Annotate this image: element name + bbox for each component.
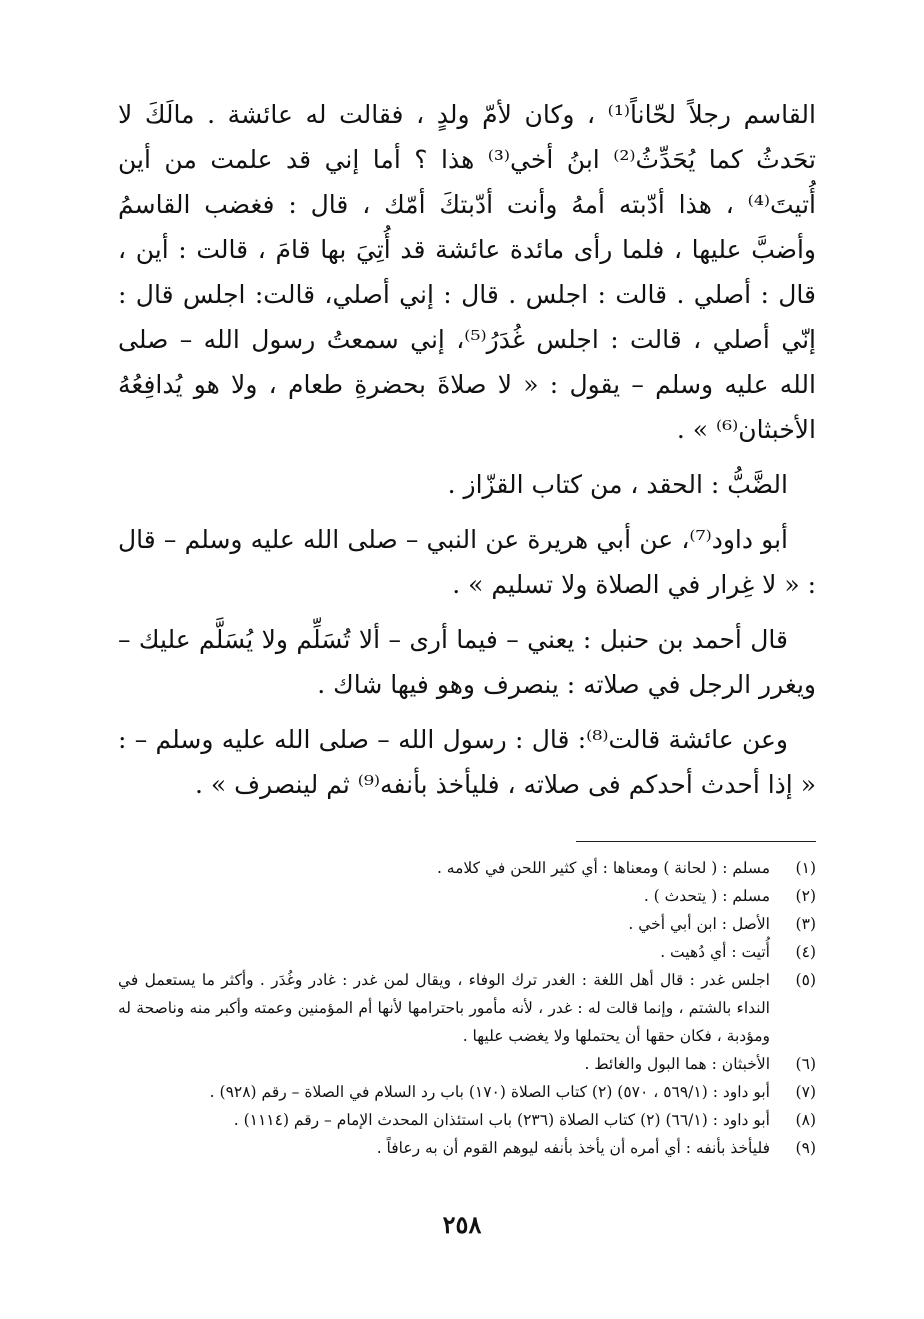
footnote-item [118,938,816,966]
footnote-number: (٤) [795,943,816,961]
footnote-text: مسلم : ( لحانة ) ومعناها : أي كثير اللحن في كلامه . [436,859,770,877]
footnote-number: (٣) [795,915,816,933]
main-text [118,92,816,807]
paragraph-2: الضَّبُّ : الحقد ، من كتاب القزّاز . [447,470,788,499]
footnotes [118,854,816,1162]
footnote-text: اجلس غدر : قال أهل اللغة : الغدر ترك الوفاء ، ويقال لمن غدر : غادر وغُدَر . وأكثر ما يستعمل في النداء بالشتم ، وإنما قالت له : غدر ، لأنه مأمور باحترامها لأنها أم المؤمنين وعمته وأكبر منه وناصحة له ومؤدبة ، فكان حقها أن يحتملها ولا يغضب عليها . [118,971,770,1045]
footnote-item [118,910,816,938]
footnote-item [118,854,816,882]
footnote-text: أبو داود : (٥٦٩/١ ، ٥٧٠) (٢) كتاب الصلاة (١٧٠) باب رد السلام في الصلاة – رقم (٩٢٨) . [209,1083,770,1101]
footnote-number: (٧) [795,1083,816,1101]
paragraph-4: قال أحمد بن حنبل : يعني – فيما أرى – ألا تُسَلِّم ولا يُسَلَّم عليك – ويغرر الرجل في صلاته : ينصرف وهو فيها شاك . [118,625,816,699]
footnote-text: الأصل : ابن أبي أخي . [628,915,770,933]
footnote-number: (٦) [795,1055,816,1073]
footnote-number: (٩) [795,1139,816,1157]
footnote-item [118,1078,816,1106]
paragraph-3: أبو داود⁽⁷⁾، عن أبي هريرة عن النبي – صلى الله عليه وسلم – قال : « لا غِرار في الصلاة ولا تسليم » . [118,525,816,599]
footnote-text: أُتيت : أي دُهيت . [660,943,770,961]
footnote-item [118,1050,816,1078]
paragraph-5: وعن عائشة قالت⁽⁸⁾: قال : رسول الله – صلى الله عليه وسلم – : « إذا أحدث أحدكم فى صلاته ، فليأخذ بأنفه⁽⁹⁾ ثم لينصرف » . [118,725,816,799]
paragraph-1: القاسم رجلاً لحّاناً⁽¹⁾ ، وكان لأمّ ولدٍ ، فقالت له عائشة . مالَكَ لا تحَدثُ كما يُحَدِّثُ⁽²⁾ ابنُ أخي⁽³⁾ هذا ؟ أما إني قد علمت من أين أُتيتَ⁽⁴⁾ ، هذا أدّبته أمهُ وأنت أدّبتكَ أمّك ، قال : فغضب القاسمُ وأضبَّ عليها ، فلما رأى مائدة عائشة قد أُتِيَ بها قامَ ، قالت : أين ، قال : أصلي . قالت : اجلس . قال : إني أصلي، قالت: اجلس قال : إنّي أصلي ، قالت : اجلس غُدَرُ⁽⁵⁾، إني سمعتُ رسول الله – صلى الله عليه وسلم – يقول : « لا صلاةَ بحضرةِ طعام ، ولا هو يُدافِعُهُ الأخبثان⁽⁶⁾ » . [118,100,816,444]
page-number: ٢٥٨ [442,1210,482,1239]
footnote-text: فليأخذ بأنفه : أي أمره أن يأخذ بأنفه ليوهم القوم أن به رعافاً . [376,1139,770,1157]
footnote-number: (٢) [795,887,816,905]
footnote-number: (١) [795,859,816,877]
footnote-item [118,1134,816,1162]
footnote-number: (٥) [795,971,816,989]
footnote-item [118,1106,816,1134]
footnote-divider [576,841,816,842]
footnote-number: (٨) [795,1111,816,1129]
footnote-text: أبو داود : (٦٦/١) (٢) كتاب الصلاة (٢٣٦) باب استئذان المحدث الإمام – رقم (١١١٤) . [233,1111,770,1129]
footnote-item [118,882,816,910]
footnote-text: الأخبثان : هما البول والغائط . [584,1055,770,1073]
footnote-text: مسلم : ( يتحدث ) . [643,887,770,905]
footnote-item [118,966,816,1050]
